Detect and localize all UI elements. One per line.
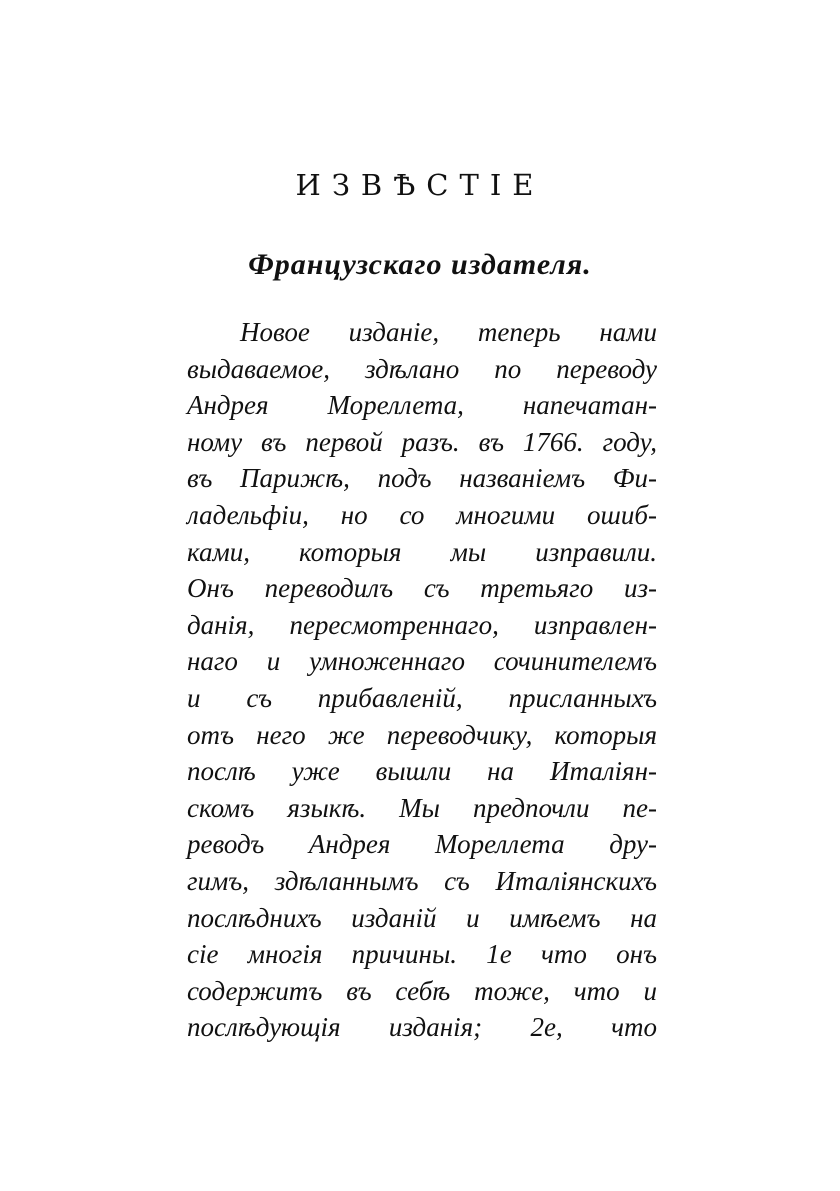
text-line-11: и съ прибавленій, присланныхъ <box>187 682 657 713</box>
page-subtitle: Французскаго издателя. <box>248 248 592 281</box>
text-line-12: отъ него же переводчику, которыя <box>187 719 657 750</box>
text-line-10: наго и умноженнаго сочинителемъ <box>187 646 657 677</box>
page-title: ИЗВѢСТІЕ <box>295 168 545 202</box>
text-line-19: содержитъ въ себѣ тоже, что и <box>187 975 657 1006</box>
text-line-17: послѣднихъ изданій и имѣемъ на <box>187 902 657 933</box>
body-paragraph <box>187 314 657 1046</box>
text-line-20: послѣдующія изданія; 2е, что <box>187 1012 657 1043</box>
text-line-18: сіе многія причины. 1е что онъ <box>187 939 657 970</box>
text-line-9: данія, пересмотреннаго, изправлен- <box>187 609 657 640</box>
text-line-4: ному въ первой разъ. въ 1766. году, <box>187 426 657 457</box>
text-line-14: скомъ языкѣ. Мы предпочли пе- <box>187 792 657 823</box>
text-line-6: ладельфіи, но со многими ошиб- <box>187 499 657 530</box>
text-line-5: въ Парижѣ, подъ названіемъ Фи- <box>187 463 657 494</box>
text-line-15: реводъ Андрея Мореллета дру- <box>187 829 657 860</box>
text-line-16: гимъ, здѣланнымъ съ Италіянскихъ <box>187 865 657 896</box>
text-line-1: Новое изданіе, теперь нами <box>240 317 657 347</box>
text-line-7: ками, которыя мы изправили. <box>187 536 657 567</box>
text-line-3: Андрея Мореллета, напечатан- <box>187 390 657 421</box>
text-line-13: послѣ уже вышли на Италіян- <box>187 756 657 787</box>
text-line-8: Онъ переводилъ съ третьяго из- <box>187 573 657 604</box>
text-line-2: выдаваемое, здѣлано по переводу <box>187 353 657 384</box>
